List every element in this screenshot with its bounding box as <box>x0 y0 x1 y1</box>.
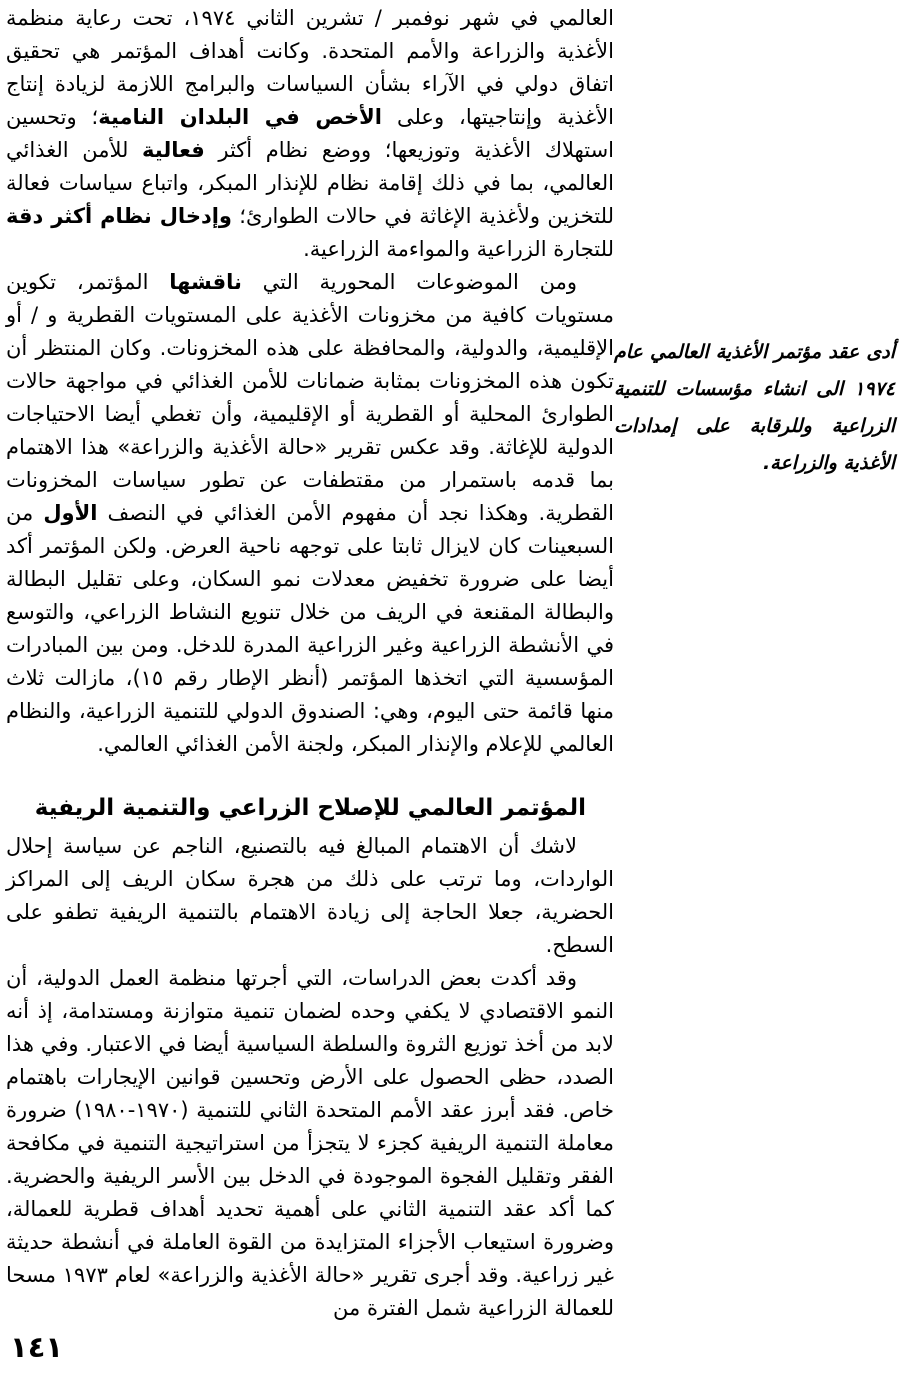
paragraph-2 <box>6 266 614 761</box>
paragraph-segment-bold: ناقشها <box>169 270 242 294</box>
paragraph-segment-bold: وإدخال نظام أكثر دقة <box>6 204 232 228</box>
paragraph-segment: للتجارة الزراعية والمواءمة الزراعية. <box>303 237 614 261</box>
paragraph-1 <box>6 2 614 266</box>
paragraph-segment: المؤتمر، تكوين مستويات كافية من مخزونات الأغذية على المستويات القطرية و / أو الإقليمية، والدولية، والمحافظة على هذه المخزونات. وكان المنتظر أن تكون هذه المخزونات بمثابة ضمانات للأمن الغذائي في مواجهة حالات الطوارئ المحلية أو القطرية أو الإقليمية، وأن تغطي أيضا الاحتياجات الدولية للإغاثة. وقد عكس تقرير «حالة الأغذية والزراعة» هذا الاهتمام بما قدمه باستمرار من مقتطفات عن تطور سياسات المخزونات القطرية. وهكذا نجد أن مفهوم الأمن الغذائي في النصف <box>6 270 614 525</box>
paragraph-segment: ؛ وتحسين استهلاك الأغذية وتوزيعها؛ ووضع نظام أكثر <box>6 105 614 162</box>
page-number: ١٤١ <box>10 1330 64 1364</box>
paragraph-segment-bold: الأخص في البلدان النامية <box>98 105 382 129</box>
section-heading: المؤتمر العالمي للإصلاح الزراعي والتنمية الريفية <box>34 795 586 821</box>
paragraph-segment-bold: الأول <box>43 501 98 525</box>
paragraph-segment: للأمن الغذائي العالمي، بما في ذلك إقامة نظام للإنذار المبكر، واتباع سياسات فعالة للتخزين ولأغذية الإغاثة في حالات الطوارئ؛ <box>6 138 614 228</box>
main-text-column <box>6 2 614 1325</box>
paragraph-segment-bold: فعالية <box>142 138 205 162</box>
paragraph-4: وقد أكدت بعض الدراسات، التي أجرتها منظمة العمل الدولية، أن النمو الاقتصادي لا يكفي وحده لضمان تنمية متوازنة ومستدامة، إذ أنه لابد من أخذ توزيع الثروة والسلطة السياسية أيضا في الاعتبار. وفي هذا الصدد، حظى الحصول على الأرض وتحسين قوانين الإيجارات باهتمام خاص. فقد أبرز عقد الأمم المتحدة الثاني للتنمية (١٩٧٠-١٩٨٠) ضرورة معاملة التنمية الريفية كجزء لا يتجزأ من استراتيجية التنمية في مكافحة الفقر وتقليل الفجوة الموجودة في الدخل بين الأسر الريفية والحضرية. كما أكد عقد التنمية الثاني على أهمية تحديد أهداف قطرية للعمالة، وضرورة استيعاب الأجزاء المتزايدة من القوة العاملة في أنشطة حديثة غير زراعية. وقد أجرى تقرير «حالة الأغذية والزراعة» لعام ١٩٧٣ مسحا للعمالة الزراعية شمل الفترة من <box>6 966 614 1320</box>
paragraph-segment: ومن الموضوعات المحورية التي <box>241 270 578 294</box>
paragraph-3: لاشك أن الاهتمام المبالغ فيه بالتصنيع، الناجم عن سياسة إحلال الواردات، وما ترتب على ذلك من هجرة سكان الريف إلى المراكز الحضرية، جعلا الحاجة إلى زيادة الاهتمام بالتنمية الريفية تطفو على السطح. <box>6 834 614 957</box>
margin-note: أدى عقد مؤتمر الأغذية العالمي عام ١٩٧٤ الى انشاء مؤسسات للتنمية الزراعية وللرقابة على إمدادات الأغذية والزراعة. <box>614 341 895 474</box>
paragraph-segment: العالمي في شهر نوفمبر / تشرين الثاني ١٩٧٤، تحت رعاية منظمة الأغذية والزراعة والأمم المتحدة. وكانت أهداف المؤتمر هي تحقيق اتفاق دولي في الآراء بشأن السياسات والبرامج اللازمة لزيادة إنتاج الأغذية وإنتاجيتها، وعلى <box>6 6 615 129</box>
paragraph-segment: من السبعينات كان لايزال ثابتا على توجهه ناحية العرض. ولكن المؤتمر أكد أيضا على ضرورة تخفيض معدلات نمو السكان، وعلى تقليل البطالة والبطالة المقنعة في الريف من خلال تنويع النشاط الزراعي، والتوسع في الأنشطة الزراعية وغير الزراعية المدرة للدخل. ومن بين المبادرات المؤسسية التي اتخذها المؤتمر (أنظر الإطار رقم ١٥)، مازالت ثلاث منها قائمة حتى اليوم، وهي: الصندوق الدولي للتنمية الزراعية، والنظام العالمي للإعلام والإنذار المبكر، ولجنة الأمن الغذائي العالمي. <box>6 501 614 756</box>
